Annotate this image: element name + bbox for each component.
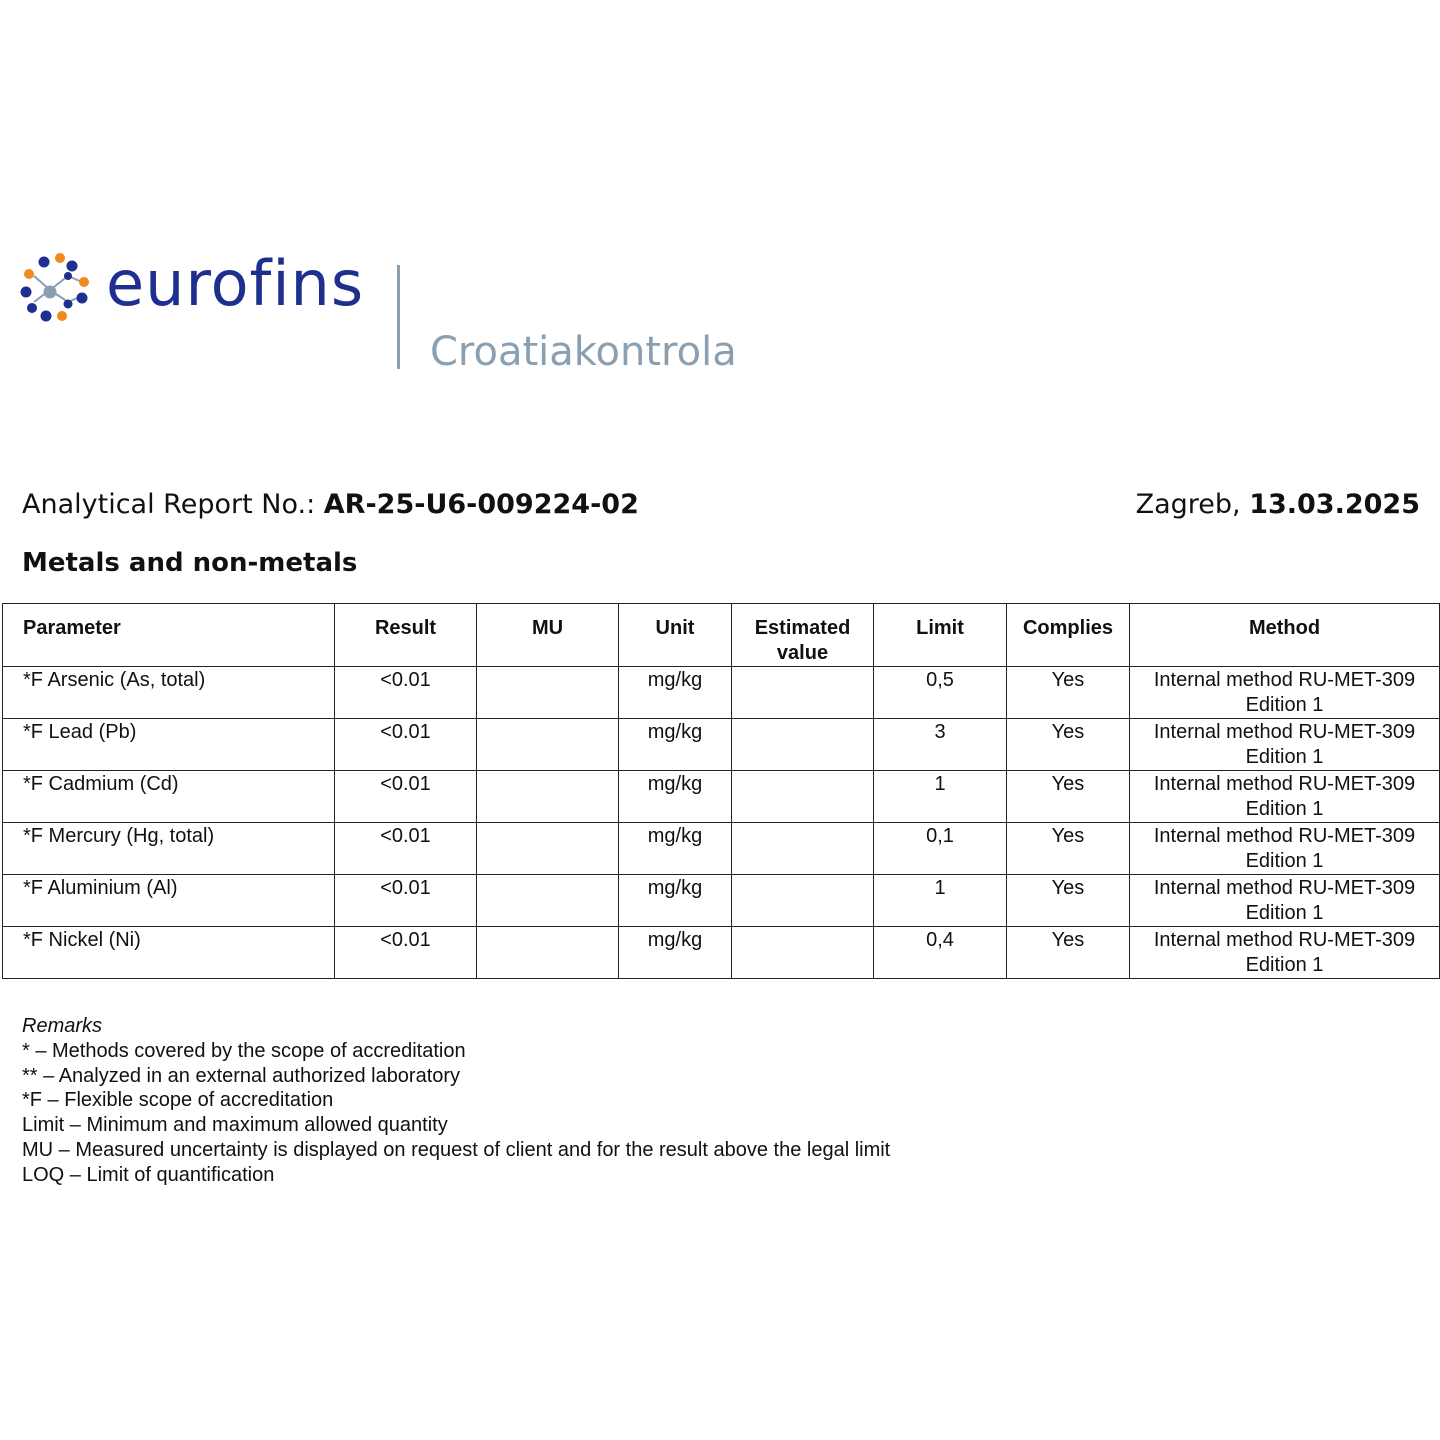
report-number-label: Analytical Report No.: [22,489,324,520]
method-line1: Internal method RU-MET-309 [1153,773,1416,795]
header-estimated-line1: Estimated [754,617,851,639]
eurofins-dots-icon [20,252,92,324]
cell-result: <0.01 [335,823,477,875]
method-line2: Edition 1 [1245,902,1324,924]
method-line2: Edition 1 [1245,746,1324,768]
header-method: Method [1130,604,1440,667]
cell-limit: 0,5 [874,667,1007,719]
cell-complies: Yes [1007,667,1130,719]
cell-method [1130,719,1440,771]
table-row [3,927,1440,979]
table-row [3,719,1440,771]
header-parameter: Parameter [3,604,335,667]
cell-parameter: *F Lead (Pb) [3,719,335,771]
header-estimated-value [732,604,874,667]
table-row [3,771,1440,823]
header-mu: MU [477,604,619,667]
table-row [3,875,1440,927]
cell-estimated-value [732,667,874,719]
cell-parameter: *F Mercury (Hg, total) [3,823,335,875]
cell-complies: Yes [1007,771,1130,823]
cell-mu [477,927,619,979]
table-row [3,823,1440,875]
method-line1: Internal method RU-MET-309 [1153,825,1416,847]
report-date: 13.03.2025 [1249,489,1420,520]
cell-method [1130,927,1440,979]
header-complies: Complies [1007,604,1130,667]
cell-estimated-value [732,823,874,875]
method-line1: Internal method RU-MET-309 [1153,929,1416,951]
header-limit: Limit [874,604,1007,667]
cell-unit: mg/kg [619,823,732,875]
report-place-date [1136,487,1420,523]
cell-unit: mg/kg [619,875,732,927]
cell-limit: 1 [874,771,1007,823]
method-line2: Edition 1 [1245,850,1324,872]
cell-mu [477,719,619,771]
remark-line: *F – Flexible scope of accreditation [22,1089,334,1112]
section-title: Metals and non-metals [22,548,358,578]
cell-result: <0.01 [335,667,477,719]
method-line2: Edition 1 [1245,954,1324,976]
header-estimated-line2: value [776,642,829,664]
cell-method [1130,667,1440,719]
cell-complies: Yes [1007,719,1130,771]
cell-mu [477,823,619,875]
logo-subsidiary-text: Croatiakontrola [430,329,737,375]
logo-brand-text: eurofins [106,247,365,320]
cell-parameter: *F Nickel (Ni) [3,927,335,979]
cell-unit: mg/kg [619,771,732,823]
remark-line: ** – Analyzed in an external authorized laboratory [22,1064,461,1087]
remark-line: Limit – Minimum and maximum allowed quantity [22,1114,448,1137]
cell-estimated-value [732,719,874,771]
cell-result: <0.01 [335,719,477,771]
cell-parameter: *F Arsenic (As, total) [3,667,335,719]
cell-method [1130,875,1440,927]
table-row [3,667,1440,719]
method-line1: Internal method RU-MET-309 [1153,721,1416,743]
cell-unit: mg/kg [619,667,732,719]
results-body [3,667,1440,979]
report-number-block [22,487,639,523]
header-result: Result [335,604,477,667]
method-line2: Edition 1 [1245,798,1324,820]
cell-complies: Yes [1007,875,1130,927]
cell-mu [477,667,619,719]
report-place: Zagreb, [1135,489,1250,520]
report-header [22,487,1420,523]
cell-limit: 0,1 [874,823,1007,875]
cell-estimated-value [732,875,874,927]
cell-method [1130,771,1440,823]
cell-unit: mg/kg [619,719,732,771]
cell-parameter: *F Aluminium (Al) [3,875,335,927]
cell-method [1130,823,1440,875]
method-line1: Internal method RU-MET-309 [1153,877,1416,899]
cell-estimated-value [732,771,874,823]
cell-complies: Yes [1007,927,1130,979]
remark-line: LOQ – Limit of quantification [22,1163,275,1186]
report-number: AR-25-U6-009224-02 [323,489,639,520]
cell-mu [477,771,619,823]
method-line2: Edition 1 [1245,694,1324,716]
cell-result: <0.01 [335,771,477,823]
logo-divider [397,265,400,369]
method-line1: Internal method RU-MET-309 [1153,669,1416,691]
cell-limit: 3 [874,719,1007,771]
remark-line: * – Methods covered by the scope of accreditation [22,1039,466,1062]
cell-result: <0.01 [335,927,477,979]
results-table [2,603,1440,979]
cell-limit: 1 [874,875,1007,927]
company-logo [20,247,740,380]
cell-complies: Yes [1007,823,1130,875]
cell-unit: mg/kg [619,927,732,979]
remarks-section [22,1014,890,1188]
cell-mu [477,875,619,927]
table-header-row [3,604,1440,667]
cell-result: <0.01 [335,875,477,927]
cell-limit: 0,4 [874,927,1007,979]
cell-estimated-value [732,927,874,979]
remarks-title: Remarks [22,1015,103,1037]
header-unit: Unit [619,604,732,667]
remark-line: MU – Measured uncertainty is displayed on request of client and for the result above the legal limit [22,1138,891,1161]
cell-parameter: *F Cadmium (Cd) [3,771,335,823]
